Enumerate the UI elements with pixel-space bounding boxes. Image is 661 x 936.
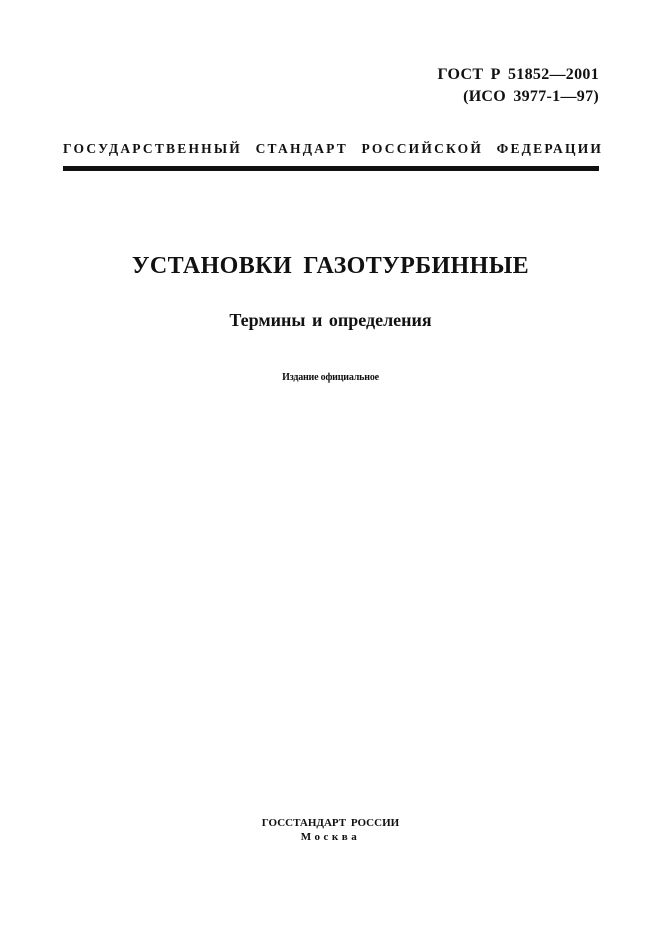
standard-heading: ГОСУДАРСТВЕННЫЙ СТАНДАРТ РОССИЙСКОЙ ФЕДЕРАЦИИ	[63, 141, 604, 156]
document-subtitle: Термины и определения	[229, 310, 432, 330]
document-number-block	[437, 64, 599, 108]
gost-number: ГОСТ Р 51852—2001	[437, 66, 599, 83]
document-title: УСТАНОВКИ ГАЗОТУРБИННЫЕ	[131, 253, 530, 279]
publisher-block	[0, 816, 661, 844]
publisher-name: ГОССТАНДАРТ РОССИИ	[261, 817, 400, 829]
edition-note: Издание официальное	[282, 372, 379, 383]
header-divider	[63, 166, 599, 171]
iso-number: (ИСО 3977-1—97)	[463, 88, 599, 105]
publisher-city: Москва	[300, 831, 361, 843]
